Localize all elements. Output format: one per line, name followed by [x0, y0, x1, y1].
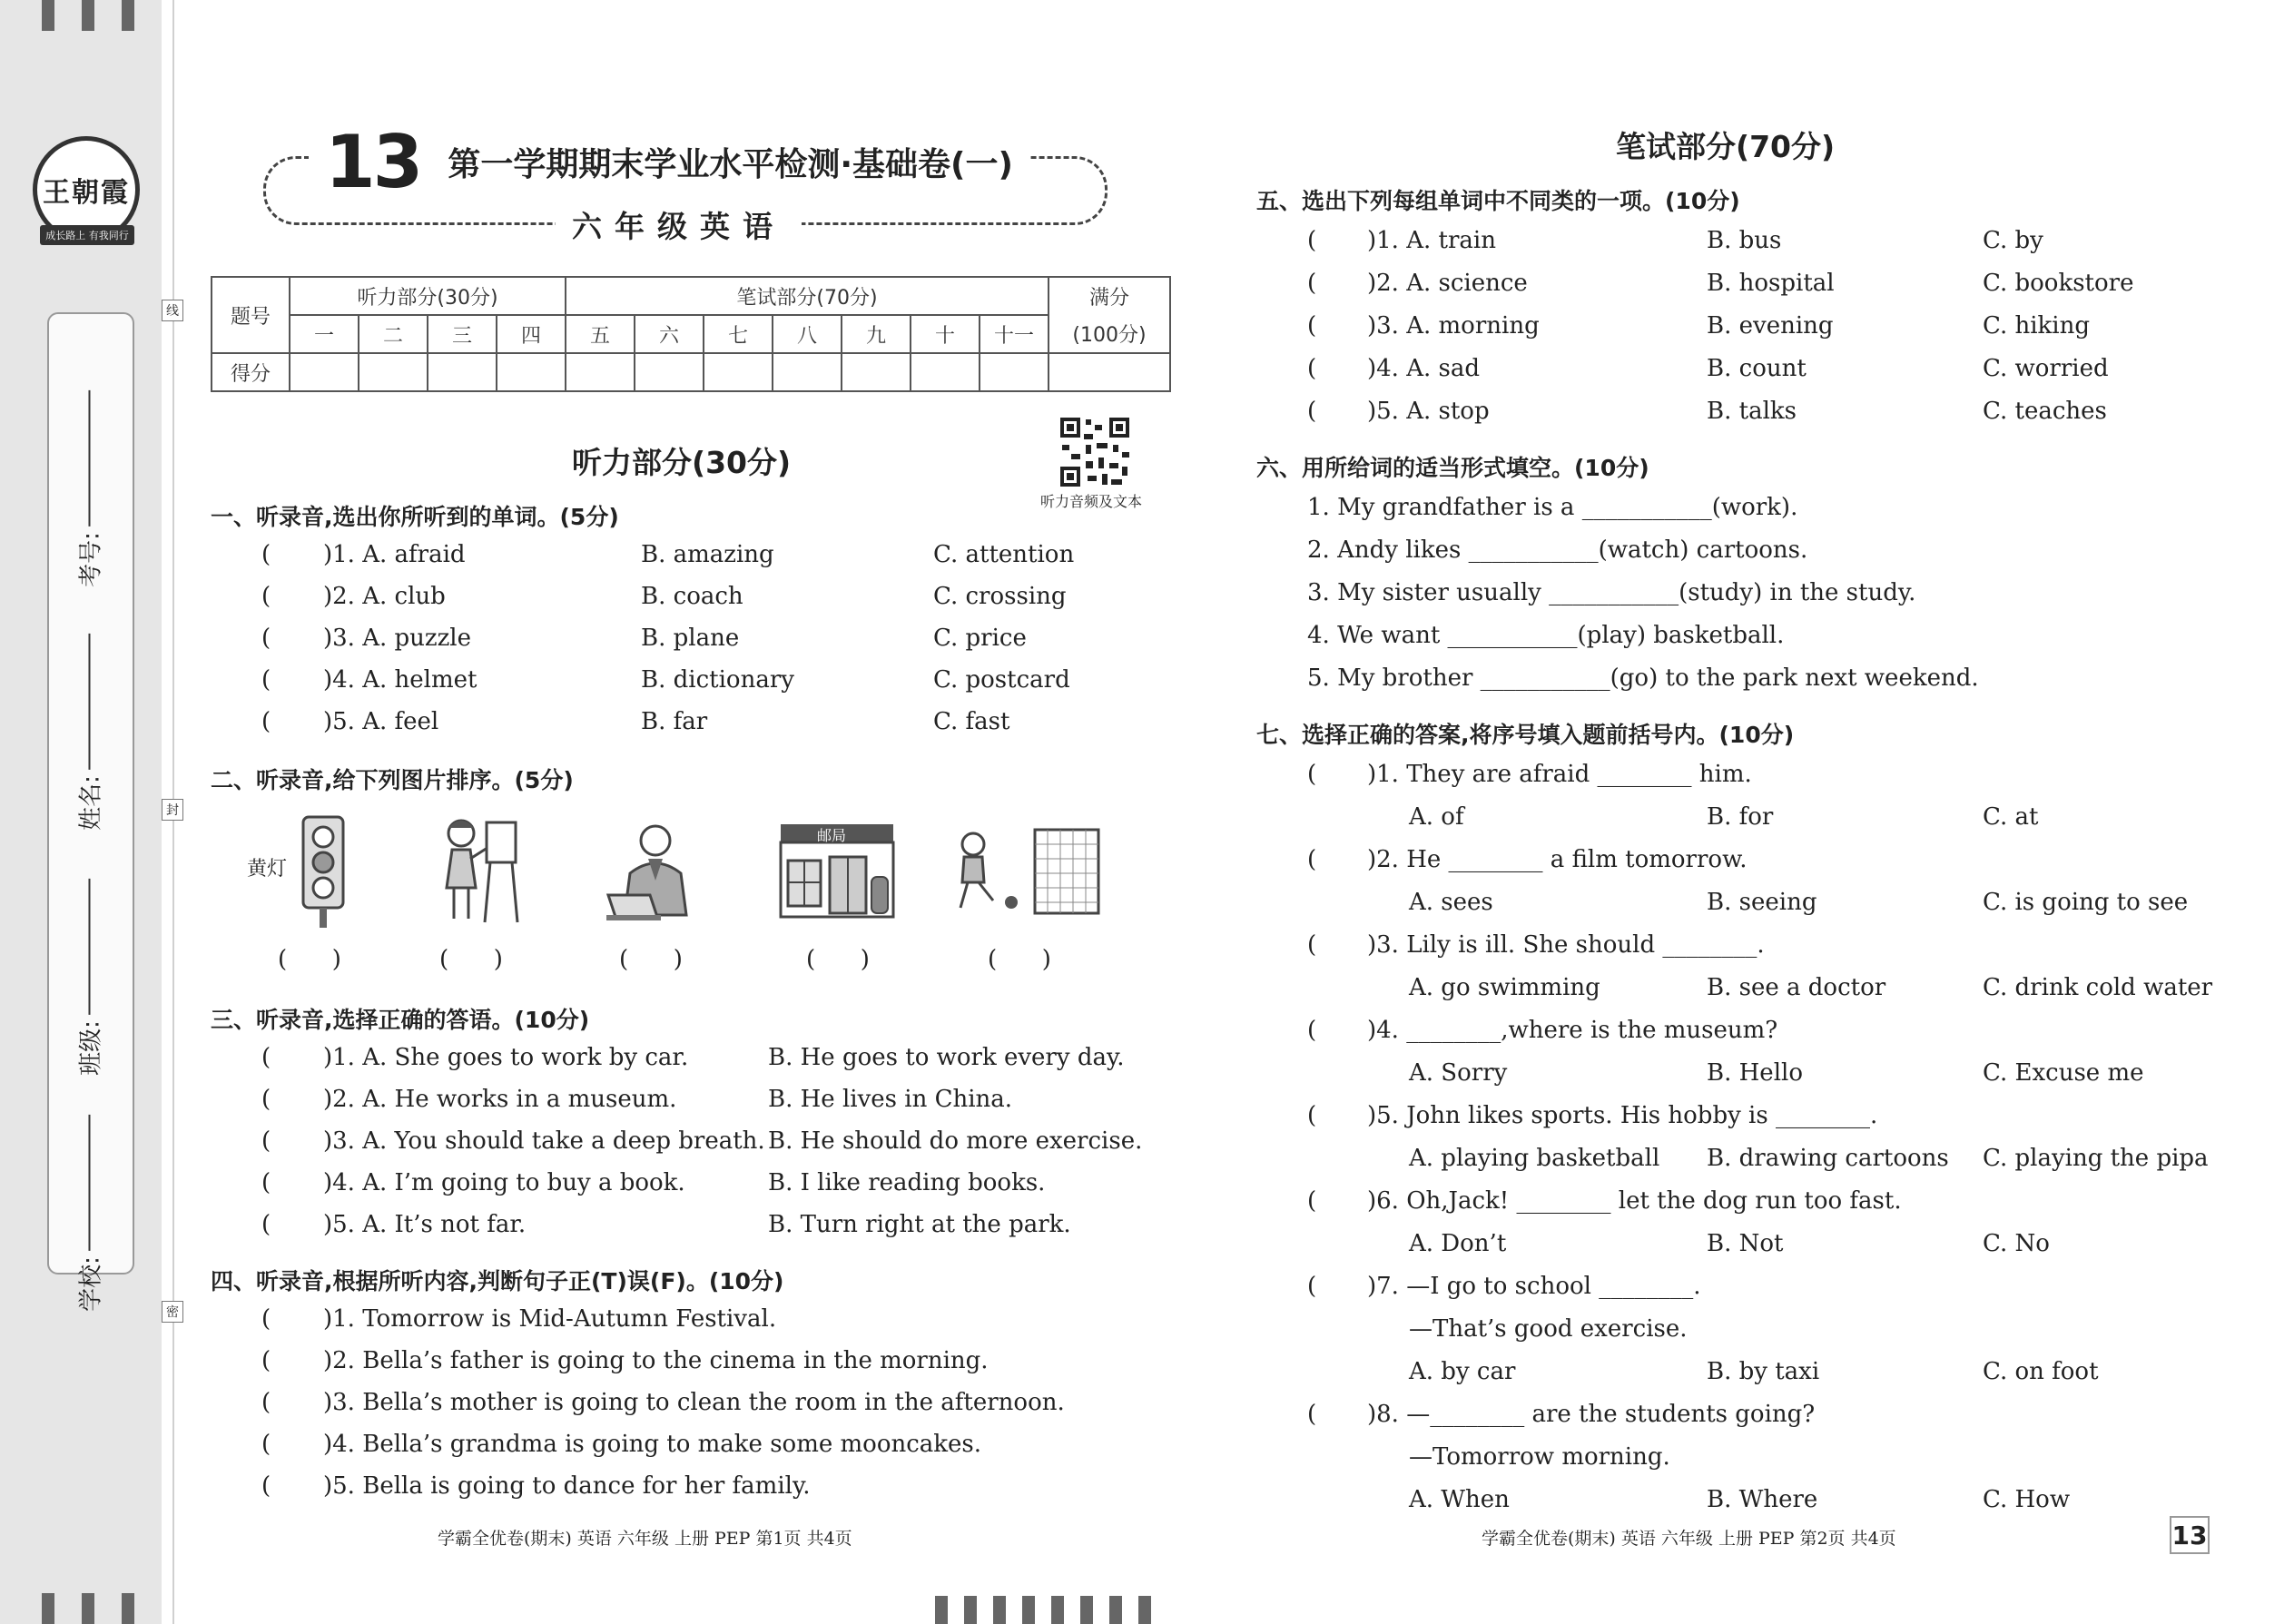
option-a: A. When — [1409, 1486, 1510, 1513]
option-c: C. is going to see — [1983, 889, 2189, 916]
score-cell[interactable] — [980, 353, 1049, 391]
seal-mark-top: 线 — [162, 300, 183, 321]
answer-paren[interactable]: ( — [261, 1431, 271, 1458]
registration-bar — [1109, 1596, 1122, 1624]
option-a: )3. A. morning — [1367, 312, 1540, 340]
option-c: C. No — [1983, 1230, 2050, 1257]
fill-blank-item[interactable]: 3. My sister usually ___________(study) in the study. — [1307, 579, 1916, 606]
section-1-title: 一、听录音,选出你所听到的单词。(5分) — [211, 504, 619, 530]
score-cell[interactable] — [359, 353, 428, 391]
score-table — [211, 276, 1171, 392]
question-stem: )5. John likes sports. His hobby is ________. — [1367, 1102, 1878, 1129]
picture-answer-paren[interactable]: ( ) — [988, 946, 1051, 973]
answer-paren[interactable]: ( — [1307, 398, 1317, 425]
col-header: 十 — [911, 315, 980, 353]
full-score-value: (100分) — [1049, 315, 1170, 353]
col-header: 二 — [359, 315, 428, 353]
option-a: )2. A. He works in a museum. — [323, 1086, 677, 1113]
fill-blank-item[interactable]: 4. We want ___________(play) basketball. — [1307, 622, 1785, 649]
fill-blank-item[interactable]: 1. My grandfather is a ___________(work). — [1307, 494, 1798, 521]
full-score-label: 满分 — [1049, 277, 1170, 315]
registration-bar — [993, 1596, 1006, 1624]
answer-paren[interactable]: ( — [1307, 270, 1317, 297]
statement: )4. Bella’s grandma is going to make some mooncakes. — [323, 1431, 982, 1458]
question-stem: )2. He ________ a film tomorrow. — [1367, 846, 1748, 873]
option-b: B. see a doctor — [1707, 974, 1886, 1001]
picture-answer-paren[interactable]: ( ) — [278, 946, 341, 973]
option-a: A. Sorry — [1409, 1059, 1508, 1087]
option-c: C. teaches — [1983, 398, 2107, 425]
answer-paren[interactable]: ( — [1307, 312, 1317, 340]
score-cell[interactable] — [704, 353, 773, 391]
exam-subtitle: 六年级英语 — [556, 203, 802, 246]
col-header: 九 — [842, 315, 911, 353]
option-c: C. worried — [1983, 355, 2109, 382]
registration-bar — [935, 1596, 948, 1624]
col-header: 一 — [290, 315, 359, 353]
answer-paren[interactable]: ( — [261, 1044, 271, 1071]
option-a: A. playing basketball — [1409, 1145, 1660, 1172]
exam-number-label: 考号: — [77, 532, 105, 587]
option-b: B. plane — [641, 625, 740, 652]
section-5-title: 五、选出下列每组单词中不同类的一项。(10分) — [1256, 188, 1740, 214]
answer-paren[interactable]: ( — [1307, 1102, 1317, 1129]
col-header: 七 — [704, 315, 773, 353]
answer-paren[interactable]: ( — [261, 541, 271, 568]
section-7-title: 七、选择正确的答案,将序号填入题前括号内。(10分) — [1256, 722, 1795, 748]
score-cell[interactable] — [566, 353, 635, 391]
answer-paren[interactable]: ( — [261, 1389, 271, 1416]
option-c: C. at — [1983, 803, 2039, 831]
section-3-title: 三、听录音,选择正确的答语。(10分) — [211, 1007, 590, 1033]
score-cell[interactable] — [497, 353, 566, 391]
option-a: A. by car — [1409, 1358, 1516, 1385]
registration-bar — [1138, 1596, 1151, 1624]
col-header: 十一 — [980, 315, 1049, 353]
class-field[interactable] — [73, 879, 106, 1076]
registration-bar — [964, 1596, 977, 1624]
option-b: B. count — [1707, 355, 1807, 382]
score-cell[interactable] — [773, 353, 842, 391]
option-a: )5. A. It’s not far. — [323, 1211, 527, 1238]
score-cell[interactable] — [290, 353, 359, 391]
listening-title: 听力部分(30分) — [572, 445, 792, 480]
col-header: 五 — [566, 315, 635, 353]
statement: )5. Bella is going to dance for her family. — [323, 1472, 811, 1500]
row-label: 题号 — [212, 277, 290, 353]
col-header: 六 — [635, 315, 704, 353]
answer-paren[interactable]: ( — [1307, 1017, 1317, 1044]
man-at-computer-icon — [603, 817, 704, 926]
option-a: )2. A. science — [1367, 270, 1528, 297]
answer-paren[interactable]: ( — [261, 708, 271, 735]
fill-blank-item[interactable]: 5. My brother ___________(go) to the park next weekend. — [1307, 664, 1979, 692]
footer-right: 学霸全优卷(期末) 英语 六年级 上册 PEP 第2页 共4页 — [1482, 1529, 1896, 1549]
option-c: C. postcard — [933, 666, 1070, 694]
registration-bar — [42, 0, 54, 31]
option-b: B. seeing — [1707, 889, 1817, 916]
option-b: B. drawing cartoons — [1707, 1145, 1949, 1172]
option-a: )1. A. She goes to work by car. — [323, 1044, 689, 1071]
name-field[interactable] — [73, 634, 106, 831]
score-row-label: 得分 — [212, 353, 290, 391]
question-stem: )1. They are afraid ________ him. — [1367, 761, 1752, 788]
option-a: )5. A. feel — [323, 708, 439, 735]
col-header: 八 — [773, 315, 842, 353]
answer-paren[interactable]: ( — [261, 1472, 271, 1500]
post-office-sign: 邮局 — [817, 827, 847, 844]
exam-number-field[interactable] — [73, 390, 106, 587]
option-c: C. Excuse me — [1983, 1059, 2144, 1087]
option-b: B. He should do more exercise. — [768, 1127, 1143, 1155]
writing-header: 笔试部分(70分) — [566, 277, 1049, 315]
traffic-light-label: 黄灯 — [247, 858, 288, 881]
boy-playing-football-icon — [948, 822, 1104, 922]
registration-bar — [42, 1593, 54, 1624]
col-header: 三 — [428, 315, 497, 353]
statement: )3. Bella’s mother is going to clean the room in the afternoon. — [323, 1389, 1065, 1416]
option-c: C. hiking — [1983, 312, 2091, 340]
logo-ribbon: 成长路上 有我同行 — [40, 225, 134, 245]
school-field[interactable] — [73, 1115, 106, 1312]
answer-paren[interactable]: ( — [261, 1211, 271, 1238]
option-c: C. playing the pipa — [1983, 1145, 2209, 1172]
section-2-title: 二、听录音,给下列图片排序。(5分) — [211, 767, 574, 793]
seal-mark-bottom: 密 — [162, 1301, 183, 1323]
picture-answer-paren[interactable]: ( ) — [619, 946, 683, 973]
option-c: C. crossing — [933, 583, 1067, 610]
question-stem: )4. ________,where is the museum? — [1367, 1017, 1778, 1044]
option-a: A. Don’t — [1409, 1230, 1507, 1257]
option-b: B. dictionary — [641, 666, 794, 694]
answer-paren[interactable]: ( — [261, 666, 271, 694]
footer-left: 学霸全优卷(期末) 英语 六年级 上册 PEP 第1页 共4页 — [438, 1529, 852, 1549]
question-stem: )7. —I go to school ________. — [1367, 1273, 1701, 1300]
picture-answer-paren[interactable]: ( ) — [806, 946, 870, 973]
option-a: )4. A. I’m going to buy a book. — [323, 1169, 685, 1196]
option-a: )4. A. sad — [1367, 355, 1481, 382]
answer-paren[interactable]: ( — [1307, 1187, 1317, 1215]
question-stem: )3. Lily is ill. She should ________. — [1367, 931, 1765, 959]
exam-header — [309, 119, 1029, 204]
option-b: B. coach — [641, 583, 743, 610]
option-c: C. bookstore — [1983, 270, 2134, 297]
option-b: B. Where — [1707, 1486, 1818, 1513]
dialogue-reply: —Tomorrow morning. — [1409, 1443, 1670, 1471]
option-a: )2. A. club — [323, 583, 446, 610]
option-c: C. on foot — [1983, 1358, 2099, 1385]
qr-caption: 听力音频及文本 — [1040, 493, 1143, 510]
option-b: B. talks — [1707, 398, 1797, 425]
option-b: B. I like reading books. — [768, 1169, 1046, 1196]
registration-bar — [122, 0, 134, 31]
col-header: 四 — [497, 315, 566, 353]
option-c: C. price — [933, 625, 1027, 652]
name-label: 姓名: — [77, 775, 105, 831]
option-a: )3. A. You should take a deep breath. — [323, 1127, 765, 1155]
answer-paren[interactable]: ( — [1307, 761, 1317, 788]
section-4-title: 四、听录音,根据所听内容,判断句子正(T)误(F)。(10分) — [211, 1268, 784, 1294]
registration-bar — [1022, 1596, 1035, 1624]
answer-paren[interactable]: ( — [1307, 1273, 1317, 1300]
statement: )1. Tomorrow is Mid-Autumn Festival. — [323, 1305, 777, 1333]
answer-paren[interactable]: ( — [1307, 846, 1317, 873]
writing-title: 笔试部分(70分) — [1616, 129, 1836, 164]
qr-code-icon[interactable] — [1058, 416, 1131, 488]
logo-text: 王朝霞 — [43, 177, 130, 209]
option-b: B. Not — [1707, 1230, 1784, 1257]
answer-paren[interactable]: ( — [1307, 355, 1317, 382]
option-b: B. for — [1707, 803, 1774, 831]
option-c: C. drink cold water — [1983, 974, 2213, 1001]
section-6-title: 六、用所给词的适当形式填空。(10分) — [1256, 455, 1649, 481]
score-cell[interactable] — [911, 353, 980, 391]
answer-paren[interactable]: ( — [261, 625, 271, 652]
answer-paren[interactable]: ( — [1307, 227, 1317, 254]
registration-bar — [82, 1593, 94, 1624]
option-b: B. by taxi — [1707, 1358, 1820, 1385]
traffic-light-icon — [290, 813, 356, 930]
score-cell[interactable] — [428, 353, 497, 391]
picture-answer-paren[interactable]: ( ) — [439, 946, 503, 973]
option-b: B. He goes to work every day. — [768, 1044, 1125, 1071]
score-cell[interactable] — [635, 353, 704, 391]
registration-bar — [1080, 1596, 1093, 1624]
option-a: )1. A. train — [1367, 227, 1496, 254]
exam-title: 第一学期期末学业水平检测·基础卷(一) — [448, 145, 1013, 183]
option-a: )5. A. stop — [1367, 398, 1490, 425]
answer-paren[interactable]: ( — [261, 1305, 271, 1333]
option-a: )1. A. afraid — [323, 541, 466, 568]
class-label: 班级: — [77, 1020, 105, 1076]
option-b: B. Turn right at the park. — [768, 1211, 1071, 1238]
score-cell[interactable] — [1049, 353, 1170, 391]
option-a: A. of — [1409, 803, 1464, 831]
registration-bar — [82, 0, 94, 31]
girl-painting-icon — [434, 813, 525, 930]
answer-paren[interactable]: ( — [261, 1347, 271, 1374]
statement: )2. Bella’s father is going to the cinema in the morning. — [323, 1347, 989, 1374]
page-number-badge: 13 — [2170, 1516, 2210, 1554]
listening-header: 听力部分(30分) — [290, 277, 566, 315]
dialogue-reply: —That’s good exercise. — [1409, 1315, 1688, 1343]
answer-paren[interactable]: ( — [261, 1127, 271, 1155]
option-a: A. go swimming — [1409, 974, 1600, 1001]
option-a: A. sees — [1409, 889, 1493, 916]
answer-paren[interactable]: ( — [261, 1086, 271, 1113]
option-b: B. far — [641, 708, 708, 735]
option-c: C. by — [1983, 227, 2043, 254]
option-b: B. evening — [1707, 312, 1834, 340]
option-b: B. amazing — [641, 541, 774, 568]
option-b: B. He lives in China. — [768, 1086, 1013, 1113]
school-label: 学校: — [77, 1256, 105, 1312]
option-c: C. fast — [933, 708, 1010, 735]
fill-blank-item[interactable]: 2. Andy likes ___________(watch) cartoons. — [1307, 536, 1808, 564]
answer-paren[interactable]: ( — [261, 583, 271, 610]
option-c: C. How — [1983, 1486, 2071, 1513]
question-stem: )8. —________ are the students going? — [1367, 1401, 1816, 1428]
option-a: )3. A. puzzle — [323, 625, 472, 652]
answer-paren[interactable]: ( — [1307, 1401, 1317, 1428]
registration-bar — [1051, 1596, 1064, 1624]
option-c: C. attention — [933, 541, 1075, 568]
answer-paren[interactable]: ( — [1307, 931, 1317, 959]
registration-bar — [122, 1593, 134, 1624]
option-a: )4. A. helmet — [323, 666, 478, 694]
option-b: B. bus — [1707, 227, 1782, 254]
score-cell[interactable] — [842, 353, 911, 391]
seal-mark-middle: 封 — [162, 799, 183, 821]
option-b: B. Hello — [1707, 1059, 1803, 1087]
answer-paren[interactable]: ( — [261, 1169, 271, 1196]
exam-number: 13 — [325, 119, 421, 204]
option-b: B. hospital — [1707, 270, 1835, 297]
question-stem: )6. Oh,Jack! ________ let the dog run too fast. — [1367, 1187, 1902, 1215]
